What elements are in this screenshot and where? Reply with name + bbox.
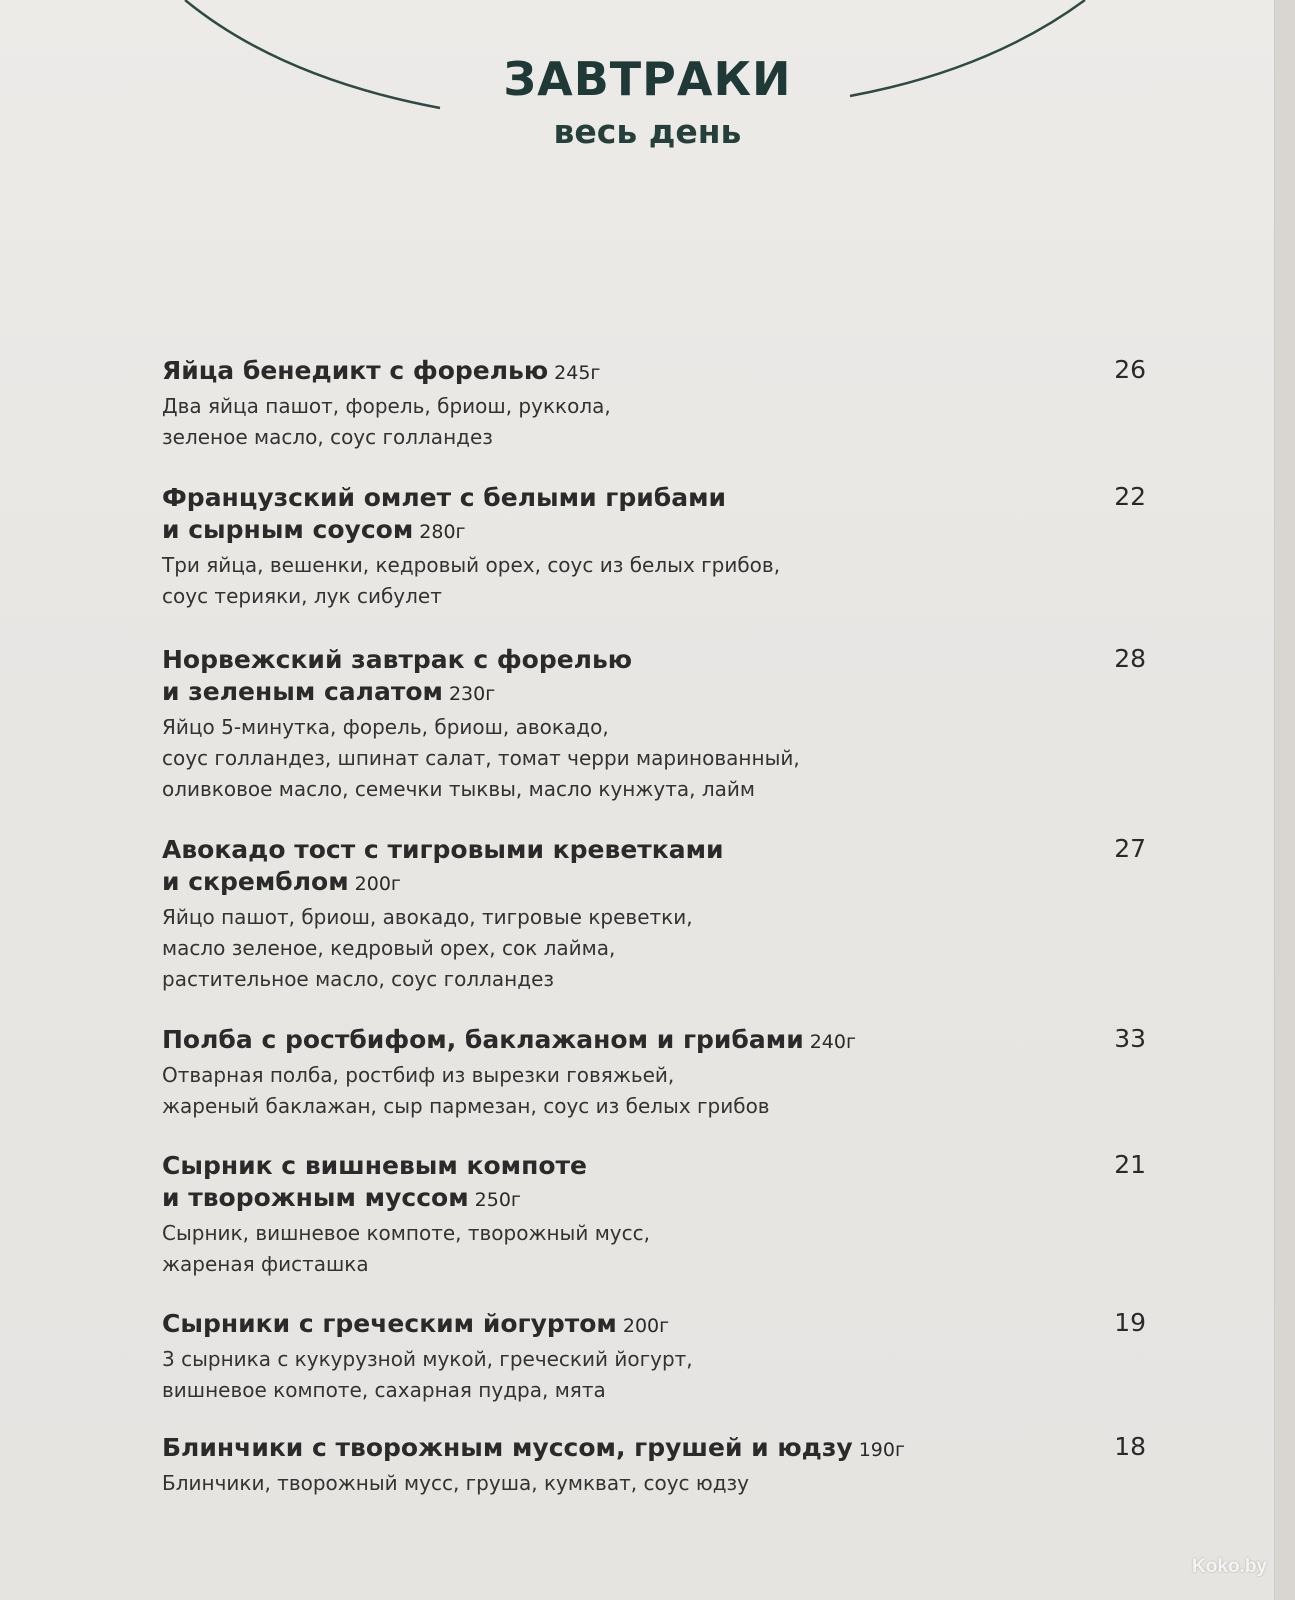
- item-description: Два яйца пашот, форель, бриош, руккола, зеленое масло, соус голландез: [162, 394, 611, 449]
- item-weight: 190г: [858, 1439, 905, 1461]
- page-edge: [1274, 0, 1295, 1600]
- item-weight: 230г: [448, 683, 496, 705]
- item-description: Сырник, вишневое компоте, творожный мусс, жареная фисташка: [162, 1221, 650, 1276]
- item-name: Сырник с вишневым компоте и творожным муссом: [162, 1151, 587, 1212]
- item-weight: 250г: [474, 1189, 521, 1211]
- item-name: Авокадо тост с тигровыми креветками и скремблом: [162, 835, 724, 896]
- item-weight: 200г: [354, 873, 401, 895]
- menu-item: [162, 834, 1152, 995]
- item-name: Яйца бенедикт с форелью: [162, 356, 549, 385]
- item-description: Яйцо пашот, бриош, авокадо, тигровые креветки, масло зеленое, кедровый орех, сок лайма, растительное масло, соус голландез: [162, 905, 693, 991]
- menu-title: ЗАВТРАКИ: [503, 52, 792, 106]
- item-weight: 200г: [622, 1315, 670, 1337]
- menu-item: [162, 1432, 1152, 1499]
- menu-item: [162, 355, 1152, 453]
- item-description: Блинчики, творожный мусс, груша, кумкват, соус юдзу: [162, 1471, 750, 1495]
- item-name: Французский омлет с белыми грибами и сырным соусом: [162, 483, 727, 544]
- item-price: 21: [1114, 1150, 1146, 1179]
- item-name: Сырники с греческим йогуртом: [162, 1309, 617, 1338]
- item-weight: 240г: [809, 1031, 856, 1053]
- item-name: Блинчики с творожным муссом, грушей и юдзу: [162, 1433, 853, 1462]
- item-description: Отварная полба, ростбиф из вырезки говяжьей, жареный баклажан, сыр пармезан, соус из белых грибов: [162, 1063, 770, 1118]
- item-name: Полба с ростбифом, баклажаном и грибами: [162, 1025, 804, 1054]
- menu-subtitle: весь день: [553, 112, 742, 151]
- item-price: 26: [1114, 355, 1146, 384]
- watermark: Koko.by: [1192, 1556, 1267, 1577]
- item-description: 3 сырника с кукурузной мукой, греческий йогурт, вишневое компоте, сахарная пудра, мята: [162, 1347, 693, 1402]
- item-description: Яйцо 5-минутка, форель, бриош, авокадо, соус голландез, шпинат салат, томат черри маринованный, оливковое масло, семечки тыквы, масло кунжута, лайм: [162, 715, 800, 801]
- menu-item: [162, 1024, 1152, 1122]
- item-description: Три яйца, вешенки, кедровый орех, соус из белых грибов, соус терияки, лук сибулет: [162, 553, 781, 608]
- menu-item: [162, 1308, 1152, 1406]
- item-price: 27: [1114, 834, 1146, 863]
- item-price: 33: [1114, 1024, 1146, 1053]
- menu-item: [162, 644, 1152, 805]
- item-weight: 280г: [419, 521, 466, 543]
- item-name: Норвежский завтрак с форелью и зеленым салатом: [162, 645, 633, 706]
- item-weight: 245г: [554, 362, 601, 384]
- menu-item: [162, 482, 1152, 612]
- item-price: 22: [1114, 482, 1146, 511]
- item-price: 19: [1114, 1308, 1146, 1337]
- item-price: 28: [1114, 644, 1146, 673]
- menu-item: [162, 1150, 1152, 1280]
- item-price: 18: [1114, 1432, 1146, 1461]
